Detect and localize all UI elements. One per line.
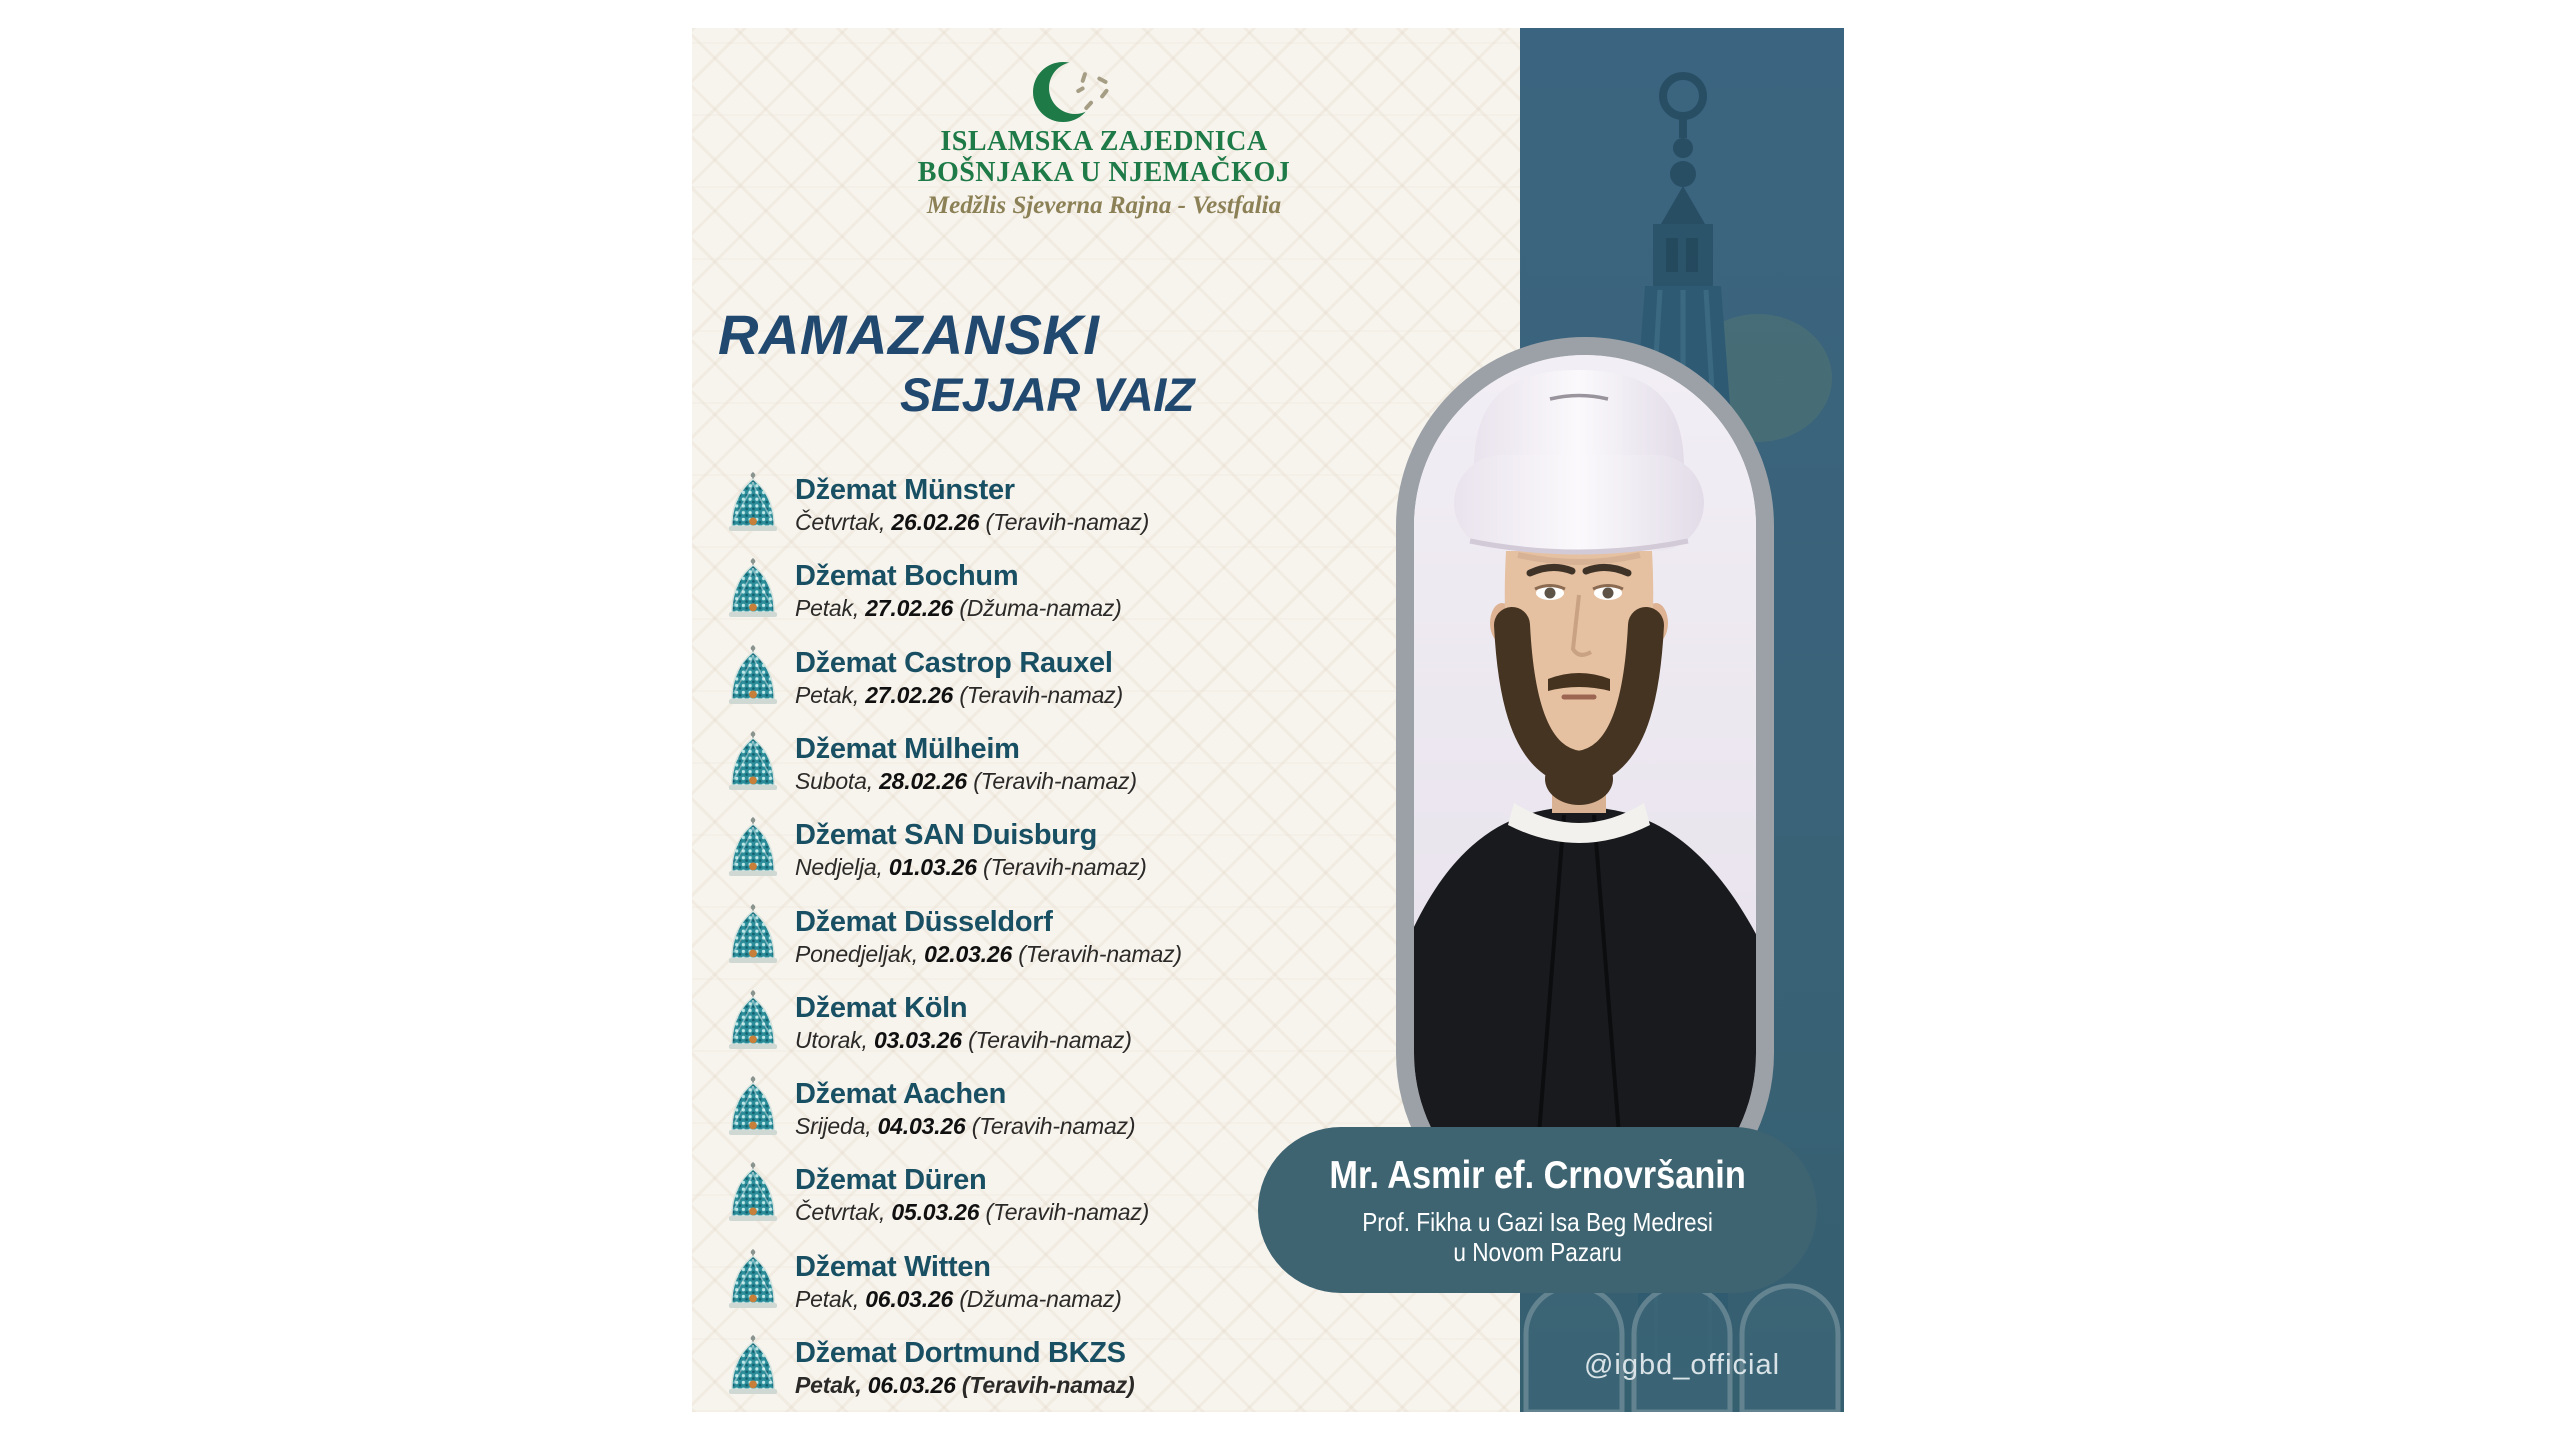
org-name-line1: ISLAMSKA ZAJEDNICA bbox=[940, 126, 1268, 157]
day-label: Četvrtak, bbox=[795, 509, 892, 535]
prayer-label: (Teravih-namaz) bbox=[965, 1113, 1136, 1140]
schedule-item bbox=[728, 555, 1508, 639]
title-line1: RAMAZANSKI bbox=[718, 303, 1100, 366]
date-label: 28.02.26 bbox=[879, 767, 968, 794]
title-line2: SEJJAR VAIZ bbox=[900, 368, 1194, 421]
mosque-dome-icon bbox=[728, 1073, 778, 1145]
day-label: Petak, bbox=[795, 1372, 868, 1398]
day-label: Petak, bbox=[795, 1285, 866, 1312]
org-name-line2: BOŠNJAKA U NJEMAČKOJ bbox=[917, 157, 1291, 188]
speaker-role-line1: Prof. Fikha u Gazi Isa Beg Medresi bbox=[1362, 1206, 1713, 1237]
schedule-item bbox=[728, 987, 1508, 1071]
prayer-label: (Teravih-namaz) bbox=[955, 1372, 1135, 1398]
schedule-item bbox=[728, 728, 1508, 812]
date-label: 26.02.26 bbox=[891, 509, 980, 535]
mosque-dome-icon bbox=[728, 814, 778, 886]
schedule-item bbox=[728, 901, 1508, 985]
schedule-item-text bbox=[795, 1332, 1508, 1399]
mosque-dome-icon bbox=[728, 642, 778, 714]
day-label: Ponedjeljak, bbox=[795, 940, 925, 967]
imam-portrait-photo bbox=[1414, 355, 1756, 1224]
mosque-dome-icon bbox=[728, 987, 778, 1059]
prayer-label: (Teravih-namaz) bbox=[967, 767, 1137, 794]
prayer-label: (Teravih-namaz) bbox=[979, 509, 1150, 535]
mosque-name: Džemat SAN Duisburg bbox=[795, 819, 1098, 852]
date-label: 02.03.26 bbox=[924, 940, 1013, 967]
prayer-label: (Teravih-namaz) bbox=[1012, 940, 1182, 967]
speaker-photo-frame bbox=[1396, 337, 1774, 1242]
date-label: 01.03.26 bbox=[888, 854, 977, 881]
mosque-name: Džemat Köln bbox=[795, 991, 968, 1024]
date-label: 06.03.26 bbox=[865, 1285, 954, 1312]
prayer-label: (Teravih-namaz) bbox=[979, 1199, 1150, 1226]
org-region: Medžlis Sjeverna Rajna - Vestfalia bbox=[926, 192, 1282, 219]
speaker-role-line2: u Novom Pazaru bbox=[1453, 1236, 1622, 1267]
prayer-label: (Teravih-namaz) bbox=[953, 681, 1123, 708]
mosque-dome-icon bbox=[728, 1246, 778, 1318]
mosque-dome-icon bbox=[728, 555, 778, 627]
mosque-name: Džemat Mülheim bbox=[795, 732, 1020, 765]
mosque-name: Džemat Aachen bbox=[795, 1078, 1006, 1111]
mosque-name: Džemat Castrop Rauxel bbox=[795, 646, 1113, 679]
schedule-item bbox=[728, 642, 1508, 726]
date-label: 06.03.26 bbox=[867, 1372, 956, 1398]
date-label: 27.02.26 bbox=[865, 595, 954, 622]
date-label: 03.03.26 bbox=[873, 1026, 962, 1053]
mosque-dome-icon bbox=[728, 901, 778, 973]
day-label: Nedjelja, bbox=[795, 854, 889, 881]
schedule-datetime bbox=[795, 1371, 1508, 1399]
prayer-label: (Džuma-namaz) bbox=[953, 595, 1122, 622]
day-label: Utorak, bbox=[795, 1026, 874, 1053]
mosque-name: Džemat Bochum bbox=[795, 560, 1019, 593]
day-label: Petak, bbox=[795, 681, 866, 708]
prayer-label: (Teravih-namaz) bbox=[961, 1026, 1132, 1053]
day-label: Četvrtak, bbox=[795, 1199, 892, 1226]
schedule-item bbox=[728, 814, 1508, 898]
mosque-dome-icon bbox=[728, 469, 778, 541]
day-label: Subota, bbox=[795, 767, 880, 794]
mosque-name: Džemat Düren bbox=[795, 1164, 987, 1197]
poster bbox=[692, 28, 1844, 1412]
mosque-name: Džemat Münster bbox=[795, 474, 1015, 506]
speaker-banner bbox=[1258, 1127, 1817, 1293]
speaker-role bbox=[1362, 1207, 1713, 1267]
date-label: 04.03.26 bbox=[877, 1113, 966, 1140]
date-label: 27.02.26 bbox=[865, 681, 954, 708]
speaker-name: Mr. Asmir ef. Crnovršanin bbox=[1329, 1153, 1746, 1197]
mosque-name: Džemat Dortmund BKZS bbox=[795, 1337, 1126, 1369]
mosque-name: Džemat Düsseldorf bbox=[795, 905, 1053, 938]
prayer-label: (Džuma-namaz) bbox=[953, 1285, 1122, 1312]
schedule-item bbox=[728, 1332, 1508, 1412]
instagram-handle: @igbd_official bbox=[1583, 1349, 1781, 1381]
mosque-name: Džemat Witten bbox=[795, 1250, 991, 1283]
prayer-label: (Teravih-namaz) bbox=[976, 854, 1147, 881]
date-label: 05.03.26 bbox=[891, 1199, 980, 1226]
mosque-dome-icon bbox=[728, 728, 778, 800]
mosque-dome-icon bbox=[728, 1159, 778, 1231]
day-label: Srijeda, bbox=[795, 1113, 878, 1140]
mosque-dome-icon bbox=[728, 1332, 778, 1404]
schedule-item bbox=[728, 469, 1508, 553]
day-label: Petak, bbox=[795, 595, 866, 622]
